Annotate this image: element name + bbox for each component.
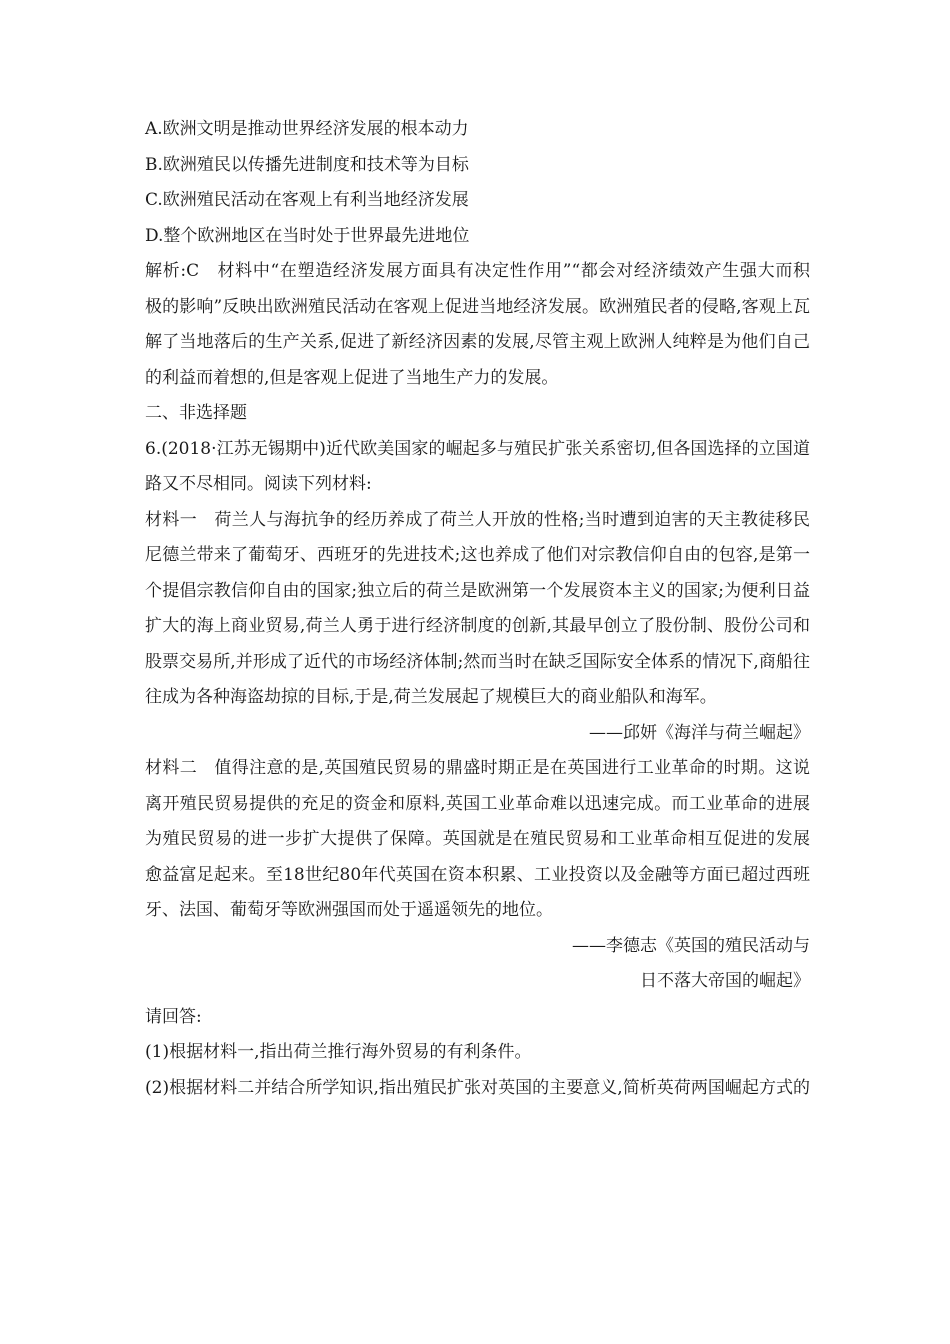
material-2	[145, 751, 810, 929]
option-b: B.欧洲殖民以传播先进制度和技术等为目标	[145, 154, 469, 175]
material-line: 离开殖民贸易提供的充足的资金和原料,英国工业革命难以迅速完成。而工业革命的进展	[145, 793, 810, 814]
material-line: 为殖民贸易的进一步扩大提供了保障。英国就是在殖民贸易和工业革命相互促进的发展	[145, 829, 810, 849]
material-line: 材料二 值得注意的是,英国殖民贸易的鼎盛时期正是在英国进行工业革命的时期。这说	[145, 758, 810, 778]
analysis-line: 的利益而着想的,但是客观上促进了当地生产力的发展。	[145, 367, 559, 388]
sub-question-1: (1)根据材料一,指出荷兰推行海外贸易的有利条件。	[145, 1042, 532, 1062]
material-2-source: ——李德志《英国的殖民活动与	[572, 935, 810, 956]
analysis-line: 解了当地落后的生产关系,促进了新经济因素的发展,尽管主观上欧洲人纯粹是为他们自己	[145, 332, 810, 352]
material-1-source: ——邱妍《海洋与荷兰崛起》	[589, 722, 810, 743]
option-a: A.欧洲文明是推动世界经济发展的根本动力	[145, 119, 469, 139]
material-line: 材料一 荷兰人与海抗争的经历养成了荷兰人开放的性格;当时遭到迫害的天主教徒移民	[145, 509, 810, 530]
analysis-paragraph	[145, 254, 810, 396]
option-c: C.欧洲殖民活动在客观上有利当地经济发展	[145, 190, 469, 210]
section-title: 二、非选择题	[145, 403, 247, 423]
answer-prompt: 请回答:	[145, 1006, 202, 1027]
material-line: 股票交易所,并形成了近代的市场经济体制;然而当时在缺乏国际安全体系的情况下,商船往	[145, 651, 810, 672]
material-2-source: 日不落大帝国的崛起》	[640, 971, 810, 991]
question-6-stem	[145, 432, 810, 503]
question-line: 6.(2018·江苏无锡期中)近代欧美国家的崛起多与殖民扩张关系密切,但各国选择的立国道	[145, 438, 810, 459]
material-line: 扩大的海上商业贸易,荷兰人勇于进行经济制度的创新,其最早创立了股份制、股份公司和	[145, 616, 810, 636]
material-1	[145, 503, 810, 716]
material-line: 往成为各种海盗劫掠的目标,于是,荷兰发展起了规模巨大的商业船队和海军。	[145, 687, 717, 707]
option-d: D.整个欧洲地区在当时处于世界最先进地位	[145, 225, 470, 246]
analysis-line: 解析:C 材料中“在塑造经济发展方面具有决定性作用”“都会对经济绩效产生强大而积	[145, 261, 810, 281]
analysis-line: 极的影响”反映出欧洲殖民活动在客观上促进当地经济发展。欧洲殖民者的侵略,客观上瓦	[145, 296, 810, 317]
material-line: 牙、法国、葡萄牙等欧洲强国而处于遥遥领先的地位。	[145, 900, 553, 920]
question-line: 路又不尽相同。阅读下列材料:	[145, 474, 372, 494]
material-line: 愈益富足起来。至18世纪80年代英国在资本积累、工业投资以及金融等方面已超过西班	[145, 864, 810, 885]
sub-question-2: (2)根据材料二并结合所学知识,指出殖民扩张对英国的主要意义,简析英荷两国崛起方式的	[145, 1077, 810, 1098]
material-line: 尼德兰带来了葡萄牙、西班牙的先进技术;这也养成了他们对宗教信仰自由的包容,是第一	[145, 545, 810, 565]
document-page	[145, 112, 810, 1106]
material-line: 个提倡宗教信仰自由的国家;独立后的荷兰是欧洲第一个发展资本主义的国家;为便利日益	[145, 580, 810, 601]
